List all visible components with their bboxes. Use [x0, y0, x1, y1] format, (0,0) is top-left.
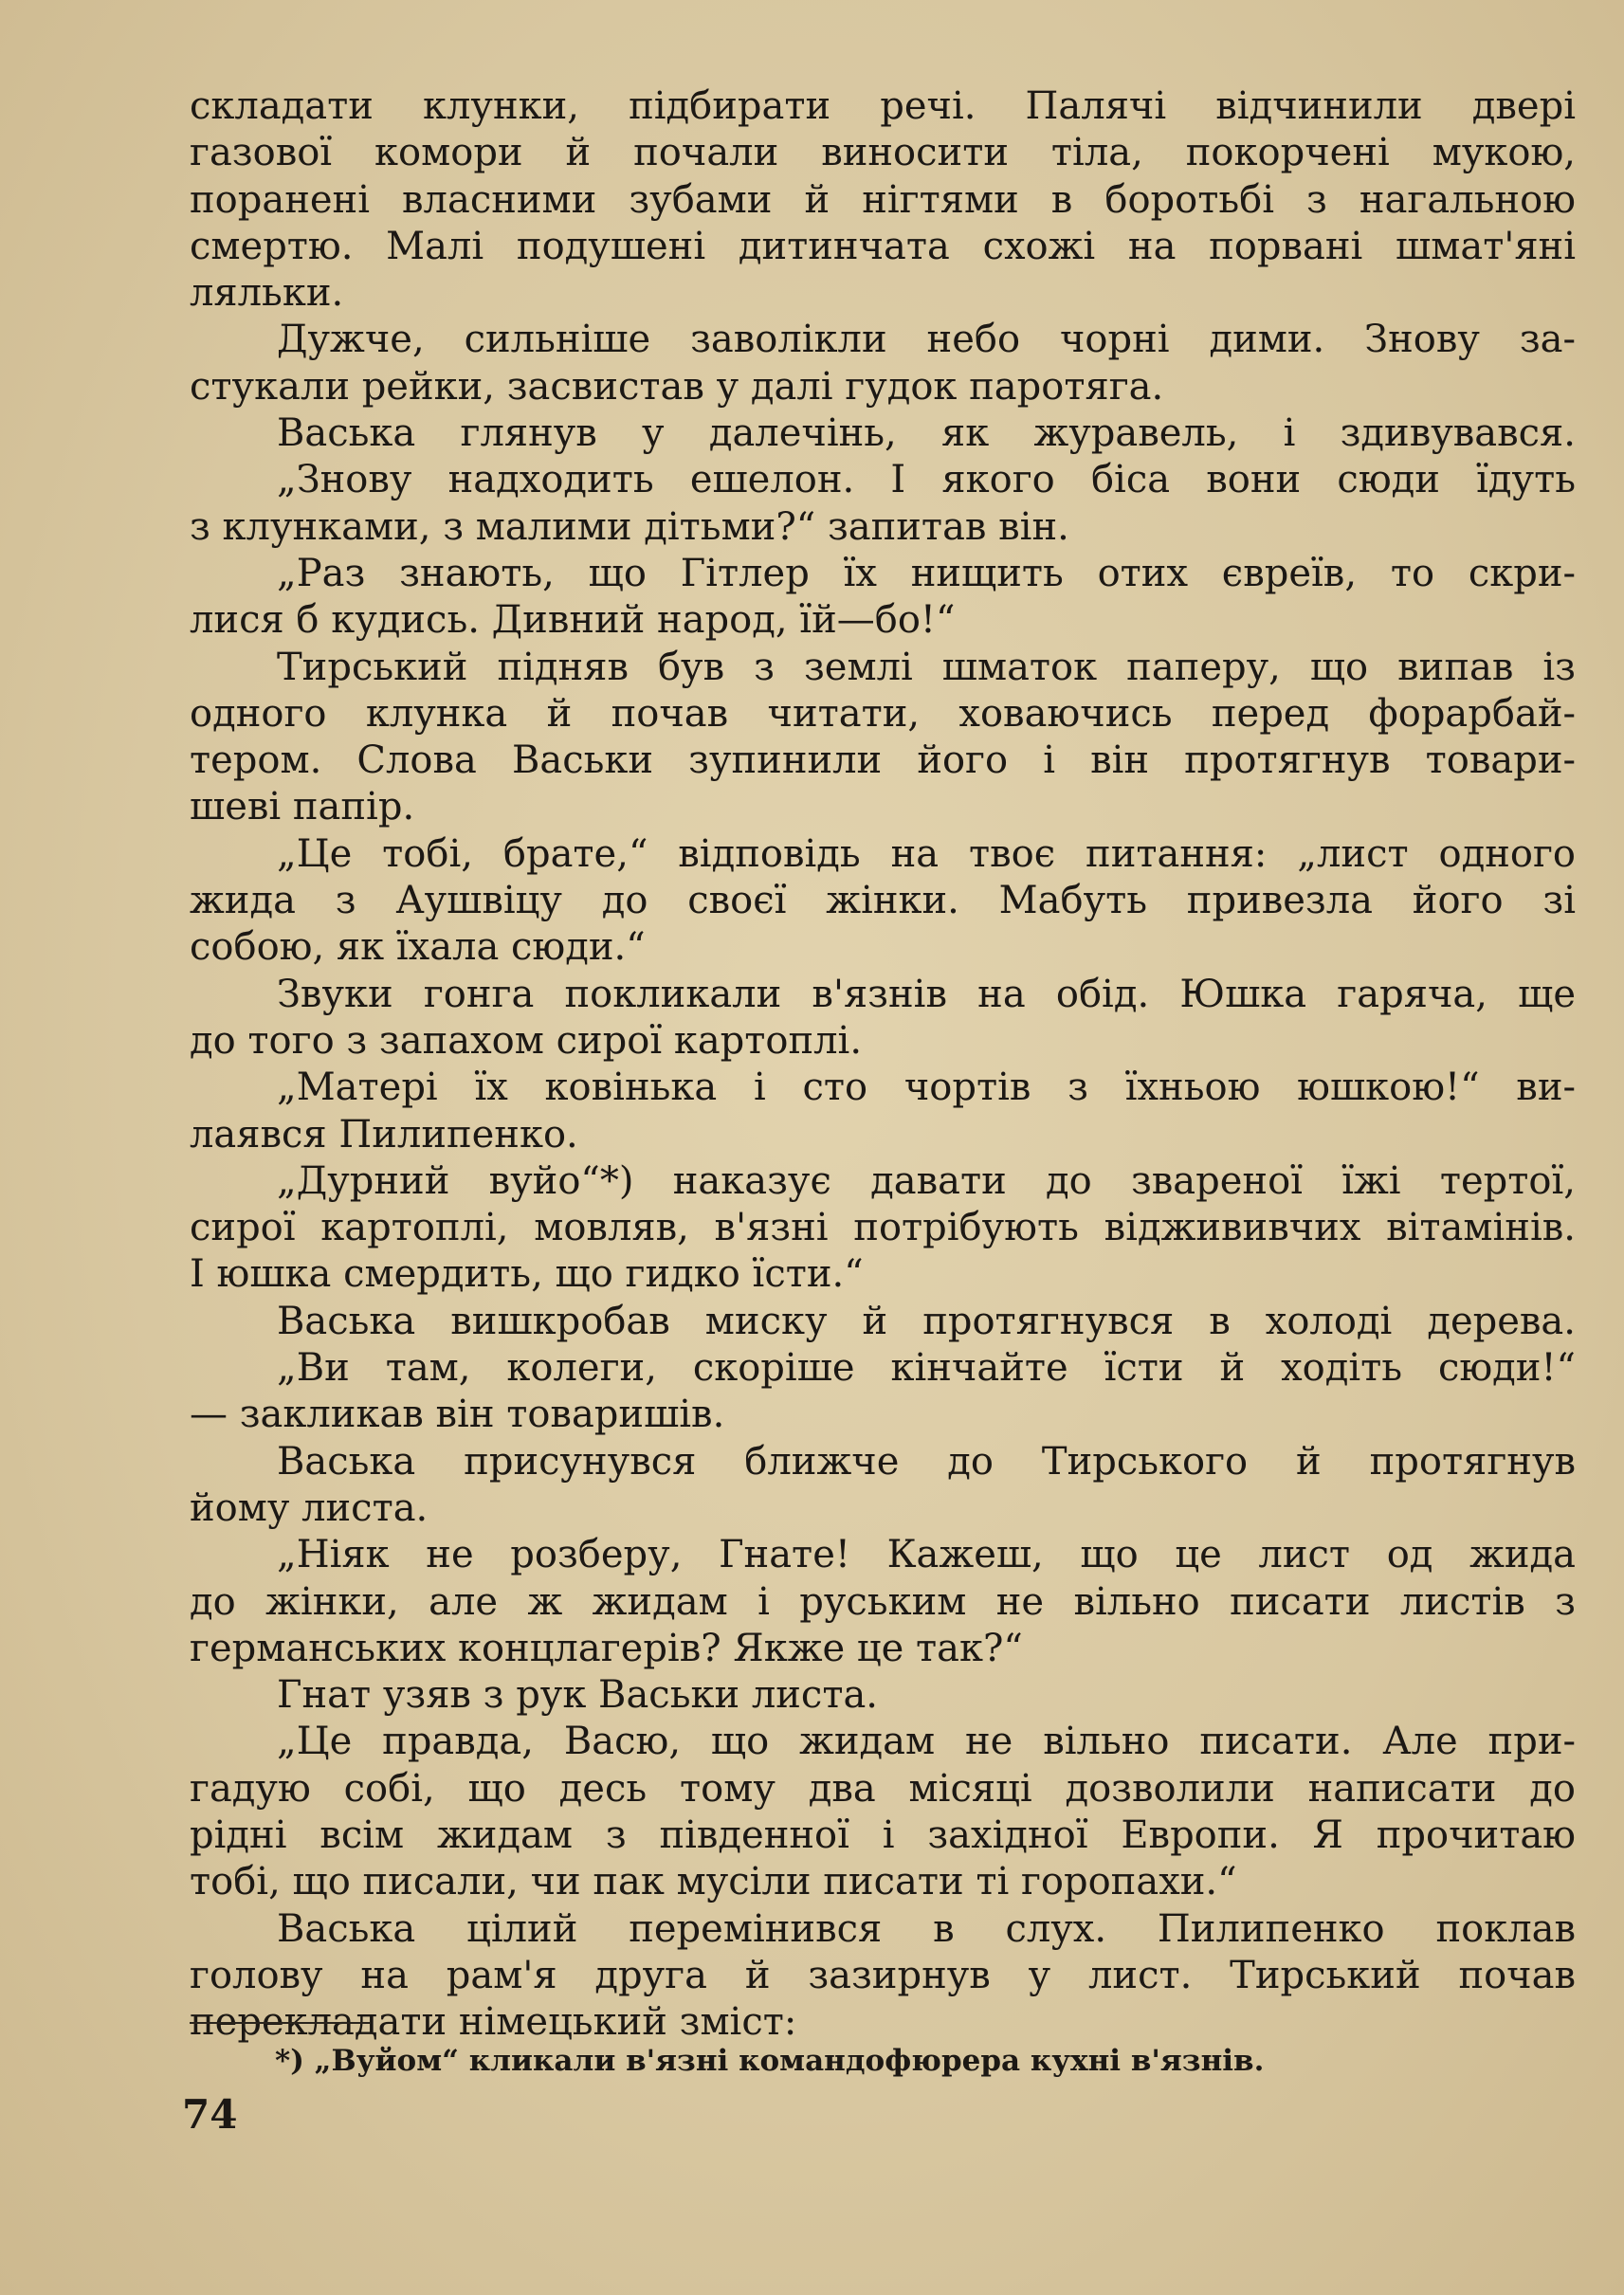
text-line: Васька присунувся ближче до Тирського й протягнув — [277, 1439, 1576, 1484]
page-number: 74 — [182, 2091, 238, 2138]
text-line: собою, як їхала сюди.“ — [190, 925, 646, 970]
text-line: йому листа. — [190, 1485, 429, 1530]
text-line: тобі, що писали, чи пак мусіли писати ті горопахи.“ — [190, 1860, 1237, 1904]
text-line: до жінки, але ж жидам і руським не вільно писати листів з — [190, 1579, 1576, 1624]
text-line: газової комори й почали виносити тіла, покорчені мукою, — [190, 131, 1576, 175]
text-line: жида з Аушвіцу до своєї жінки. Мабуть привезла його зі — [190, 879, 1576, 923]
text-line: „Ніяк не розберу, Гнате! Кажеш, що це лист од жида — [277, 1533, 1576, 1577]
text-line: сирої картоплі, мовляв, в'язні потрібують віджививчих вітамінів. — [190, 1206, 1576, 1250]
text-line: „Знову надходить ешелон. І якого біса вони сюди їдуть — [277, 458, 1576, 502]
text-line: германських концлагерів? Якже це так?“ — [190, 1626, 1023, 1670]
text-line: складати клунки, підбирати речі. Палячі відчинили двері — [190, 84, 1576, 128]
text-line: стукали рейки, засвистав у далі гудок паротяга. — [190, 364, 1164, 409]
text-line: „Раз знають, що Гітлер їх нищить отих євреїв, то скри- — [277, 551, 1576, 595]
text-line: ляльки. — [190, 271, 344, 316]
text-line: „Дурний вуйо“*) наказує давати до звареної їжі тертої, — [277, 1158, 1576, 1203]
text-line: гадую собі, що десь тому два місяці дозволили написати до — [190, 1766, 1576, 1811]
text-line: „Це правда, Васю, що жидам не вільно писати. Але при- — [277, 1720, 1576, 1764]
text-line: Тирський підняв був з землі шматок паперу, що випав із — [277, 645, 1576, 689]
footnote: *) „Вуйом“ кликали в'язні командофюрера кухні в'язнів. — [275, 2044, 1265, 2078]
text-line: Васька глянув у далечінь, як журавель, і здивувався. — [277, 411, 1576, 456]
text-line: Дужче, сильніше заволікли небо чорні дими. Знову за- — [277, 318, 1576, 362]
text-line: смертю. Малі подушені дитинчата схожі на порвані шмат'яні — [190, 224, 1576, 268]
text-line: „Ви там, колеги, скоріше кінчайте їсти й ходіть сюди!“ — [277, 1346, 1576, 1391]
text-line: одного клунка й почав читати, ховаючись перед форарбай- — [190, 691, 1576, 736]
text-line: тером. Слова Васьки зупинили його і він протягнув товари- — [190, 738, 1576, 783]
text-line: „Це тобі, брате,“ відповідь на твоє питання: „лист одного — [277, 831, 1576, 876]
text-line: лися б кудись. Дивний народ, їй—бо!“ — [190, 598, 956, 643]
text-line: — закликав він товаришів. — [190, 1393, 725, 1437]
body-text — [190, 83, 1576, 2046]
text-line: поранені власними зубами й нігтями в боротьбі з нагальною — [190, 177, 1576, 222]
text-line: лаявся Пилипенко. — [190, 1112, 578, 1157]
text-line: до того з запахом сирої картоплі. — [190, 1018, 863, 1063]
text-line: „Матері їх ковінька і сто чортів з їхньою юшкою!“ ви- — [277, 1066, 1576, 1110]
text-line: Васька вишкробав миску й протягнувся в холоді дерева. — [277, 1299, 1576, 1343]
text-line: Звуки гонга покликали в'язнів на обід. Юшка гаряча, ще — [277, 972, 1576, 1016]
footnote-divider — [190, 2022, 370, 2024]
text-line: Гнат узяв з рук Васьки листа. — [277, 1673, 879, 1718]
text-line: рідні всім жидам з південної і західної Европи. Я прочитаю — [190, 1812, 1576, 1857]
text-line: з клунками, з малими дітьми?“ запитав він. — [190, 504, 1069, 549]
text-line: Васька цілий перемінився в слух. Пилипенко поклав — [277, 1906, 1576, 1951]
text-line: перекладати німецький зміст: — [190, 2000, 797, 2045]
text-line: шеві папір. — [190, 785, 415, 829]
text-line: І юшка смердить, що гидко їсти.“ — [190, 1252, 864, 1297]
text-line: голову на рам'я друга й зазирнув у лист. Тирський почав — [190, 1953, 1576, 1997]
